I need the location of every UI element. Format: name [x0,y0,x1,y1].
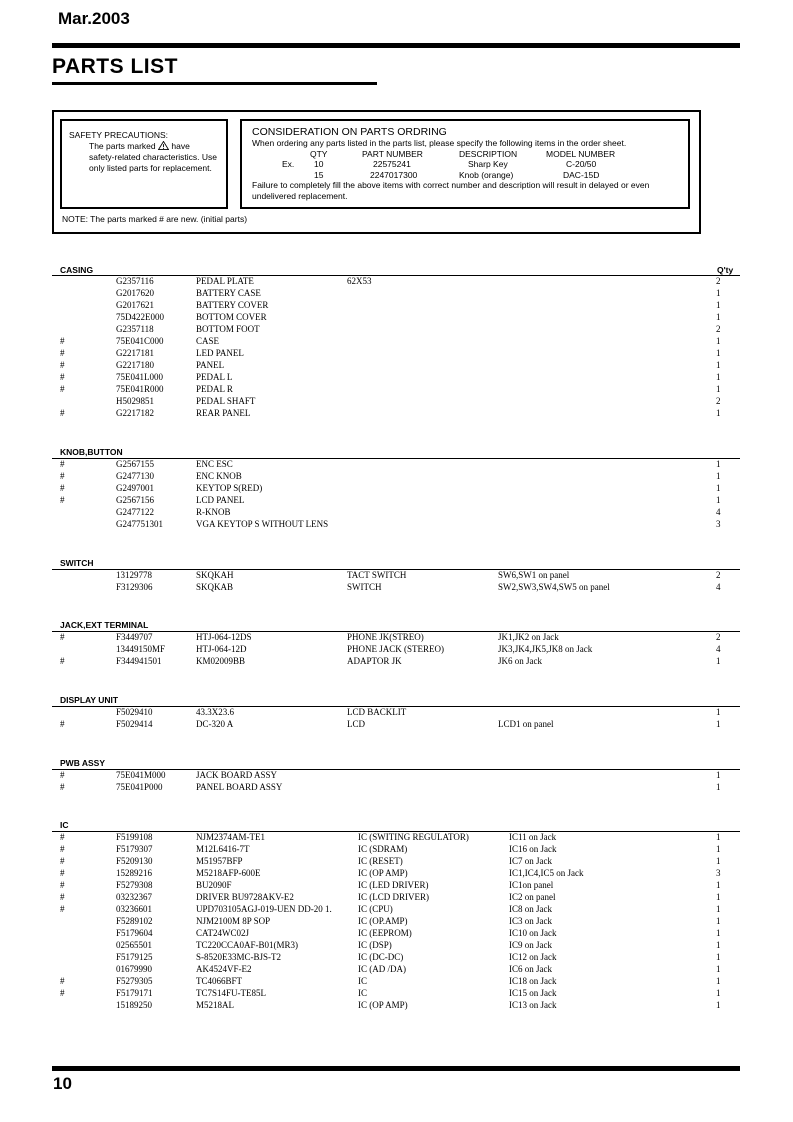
ordering-intro: When ordering any parts listed in the parts list, please specify the following items in the order sheet. [252,138,627,148]
new-part-mark: # [60,384,65,394]
part-quantity: 4 [716,644,721,654]
part-type: IC (AD /DA) [358,964,406,974]
part-type: LCD BACKLIT [347,707,407,717]
part-quantity: 1 [716,348,721,358]
part-quantity: 1 [716,384,721,394]
part-quantity: 1 [716,952,721,962]
part-type: SWITCH [347,582,382,592]
part-type: IC (OP.AMP) [358,916,408,926]
parts-row [0,383,793,395]
ordering-example-qty: 15 [314,169,324,180]
part-reference: IC13 on Jack [509,1000,557,1010]
part-description: PEDAL PLATE [196,276,254,286]
part-description: PANEL BOARD ASSY [196,782,283,792]
part-description: UPD703105AGJ-019-UEN DD-20 1. [196,904,332,914]
part-number: 13129778 [116,570,152,580]
part-reference: SW2,SW3,SW4,SW5 on panel [498,582,610,592]
parts-row [0,518,793,530]
part-reference: IC16 on Jack [509,844,557,854]
part-quantity: 2 [716,276,721,286]
part-reference: LCD1 on panel [498,719,554,729]
ordering-qty-header: QTY [310,148,328,159]
parts-row [0,781,793,793]
part-quantity: 3 [716,519,721,529]
part-number: G2357118 [116,324,154,334]
part-type: IC (DC-DC) [358,952,404,962]
safety-line-1 [89,141,222,152]
parts-row [0,915,793,927]
part-quantity: 2 [716,396,721,406]
parts-row [0,470,793,482]
part-number: G2567156 [116,495,154,505]
part-type: IC (OP AMP) [358,1000,408,1010]
part-type: LCD [347,719,365,729]
part-quantity: 1 [716,904,721,914]
part-description: 43.3X23.6 [196,707,234,717]
part-number: 03232367 [116,892,152,902]
part-number: F5199108 [116,832,153,842]
part-number: F5209130 [116,856,153,866]
part-number: F5289102 [116,916,153,926]
parts-row [0,407,793,419]
safety-body [69,141,226,174]
new-parts-note: NOTE: The parts marked # are new. (initial parts) [62,214,248,224]
part-quantity: 1 [716,1000,721,1010]
part-number: 75E041M000 [116,770,166,780]
ordering-example-desc: Knob (orange) [459,169,514,180]
parts-row [0,718,793,730]
part-number: F5279305 [116,976,153,986]
part-description: PANEL [196,360,225,370]
part-description: LED PANEL [196,348,244,358]
part-reference: JK3,JK4,JK5,JK8 on Jack [498,644,593,654]
parts-row [0,482,793,494]
part-number: G2017621 [116,300,154,310]
part-description: CAT24WC02J [196,928,250,938]
parts-row [0,643,793,655]
part-number: F3129306 [116,582,153,592]
part-number: G2477122 [116,507,154,517]
part-number: F5029410 [116,707,153,717]
part-quantity: 1 [716,719,721,729]
part-quantity: 1 [716,656,721,666]
ordering-title: CONSIDERATION ON PARTS ORDRING [252,126,447,138]
parts-row [0,287,793,299]
parts-row [0,631,793,643]
part-number: 75D422E000 [116,312,164,322]
parts-row [0,347,793,359]
ordering-example-desc: Sharp Key [468,159,508,169]
parts-row [0,569,793,581]
part-quantity: 1 [716,832,721,842]
parts-row [0,458,793,470]
new-part-mark: # [60,868,65,878]
part-number: F344941501 [116,656,162,666]
part-number: G2497001 [116,483,154,493]
part-quantity: 1 [716,880,721,890]
part-description: ENC KNOB [196,471,242,481]
ordering-part-header: PART NUMBER [362,148,423,159]
part-description: AK4524VF-E2 [196,964,252,974]
part-number: 13449150MF [116,644,166,654]
part-type: IC (CPU) [358,904,393,914]
parts-row [0,831,793,843]
part-number: 01679990 [116,964,152,974]
part-reference: IC9 on Jack [509,940,552,950]
part-number: 03236601 [116,904,152,914]
safety-title: SAFETY PRECAUTIONS: [69,130,169,140]
ordering-header-row [252,149,688,160]
part-quantity: 1 [716,707,721,717]
new-part-mark: # [60,483,65,493]
part-description: SKQKAH [196,570,234,580]
parts-row [0,371,793,383]
part-number: F3449707 [116,632,153,642]
part-number: F5179171 [116,988,153,998]
parts-row [0,655,793,667]
parts-row [0,903,793,915]
parts-row [0,855,793,867]
safety-precautions-box [60,119,228,209]
section-title-switch: SWITCH [60,558,94,568]
part-quantity: 1 [716,856,721,866]
part-number: F5279308 [116,880,153,890]
new-part-mark: # [60,844,65,854]
part-reference: IC10 on Jack [509,928,557,938]
parts-row [0,323,793,335]
part-description: PEDAL R [196,384,233,394]
part-quantity: 3 [716,868,721,878]
part-type: ADAPTOR JK [347,656,402,666]
parts-row [0,951,793,963]
part-number: G247751301 [116,519,163,529]
part-number: F5029414 [116,719,153,729]
part-quantity: 1 [716,483,721,493]
ordering-example-part: 2247017300 [370,169,418,180]
parts-row [0,581,793,593]
new-part-mark: # [60,336,65,346]
new-part-mark: # [60,495,65,505]
part-description: BOTTOM COVER [196,312,267,322]
parts-row [0,963,793,975]
safety-line1-b: have [171,141,190,151]
ordering-example-model: C-20/50 [566,159,597,169]
part-number: G2217180 [116,360,154,370]
part-quantity: 4 [716,507,721,517]
part-reference: IC1on panel [509,880,554,890]
part-reference: IC7 on Jack [509,856,552,866]
parts-row [0,706,793,718]
new-part-mark: # [60,656,65,666]
parts-row [0,975,793,987]
part-quantity: 1 [716,336,721,346]
part-description: PEDAL SHAFT [196,396,256,406]
section-title-knob-button: KNOB,BUTTON [60,447,123,457]
part-number: F5179307 [116,844,153,854]
part-number: F5179604 [116,928,153,938]
warning-triangle-icon [158,141,169,150]
part-description: CASE [196,336,220,346]
part-description: HTJ-064-12DS [196,632,252,642]
part-quantity: 1 [716,892,721,902]
qty-column-header: Q'ty [717,265,734,275]
new-part-mark: # [60,904,65,914]
part-type: IC (SWITING REGULATOR) [358,832,469,842]
part-type: TACT SWITCH [347,570,407,580]
parts-row [0,769,793,781]
part-number: 15289216 [116,868,152,878]
part-description: SKQKAB [196,582,234,592]
new-part-mark: # [60,719,65,729]
part-quantity: 1 [716,408,721,418]
new-part-mark: # [60,892,65,902]
parts-row [0,506,793,518]
section-title-jack: JACK,EXT TERMINAL [60,620,149,630]
part-number: G2357116 [116,276,154,286]
part-quantity: 2 [716,632,721,642]
part-type: PHONE JK(STREO) [347,632,424,642]
part-reference: IC2 on panel [509,892,556,902]
part-reference: SW6,SW1 on panel [498,570,570,580]
part-description: VGA KEYTOP S WITHOUT LENS [196,519,329,529]
part-quantity: 1 [716,300,721,310]
part-reference: IC3 on Jack [509,916,552,926]
ordering-footer-line-2: undelivered replacement. [252,190,348,201]
part-description: ENC ESC [196,459,233,469]
part-number: G2217181 [116,348,154,358]
part-quantity: 1 [716,916,721,926]
new-part-mark: # [60,459,65,469]
part-quantity: 1 [716,844,721,854]
parts-row [0,939,793,951]
part-number: 02565501 [116,940,152,950]
part-description: BOTTOM FOOT [196,324,260,334]
section-title-pwb-assy: PWB ASSY [60,758,106,768]
part-type: IC (OP AMP) [358,868,408,878]
new-part-mark: # [60,832,65,842]
part-description: S-8520E33MC-BJS-T2 [196,952,282,962]
part-description: BATTERY COVER [196,300,269,310]
part-number: 75E041R000 [116,384,164,394]
ordering-example-model: DAC-15D [563,169,600,180]
page-number: 10 [53,1074,72,1093]
section-title-casing: CASING [60,265,94,275]
ordering-example-part: 22575241 [373,159,411,169]
parts-row [0,867,793,879]
part-number: G2477130 [116,471,154,481]
part-quantity: 1 [716,312,721,322]
part-reference: JK6 on Jack [498,656,542,666]
new-part-mark: # [60,856,65,866]
part-quantity: 1 [716,495,721,505]
part-type: IC (LCD DRIVER) [358,892,429,902]
parts-row [0,311,793,323]
part-description: JACK BOARD ASSY [196,770,278,780]
new-part-mark: # [60,770,65,780]
part-description: DC-320 A [196,719,234,729]
part-number: 15189250 [116,1000,152,1010]
part-type: IC [358,976,367,986]
part-quantity: 1 [716,928,721,938]
part-quantity: 1 [716,770,721,780]
part-description: DRIVER BU9728AKV-E2 [196,892,294,902]
part-description: PEDAL L [196,372,233,382]
part-reference: IC11 on Jack [509,832,557,842]
part-quantity: 4 [716,582,721,592]
ordering-footer-line-1: Failure to completely fill the above items with correct number and description will result in delayed or even [252,180,650,190]
parts-row [0,891,793,903]
ordering-example-row [252,170,688,181]
part-description: M51957BFP [196,856,243,866]
new-part-mark: # [60,632,65,642]
part-description: M5218AL [196,1000,234,1010]
parts-row [0,843,793,855]
part-description: NJM2100M 8P SOP [196,916,271,926]
part-type: IC (RESET) [358,856,403,866]
part-description: M12L6416-7T [196,844,250,854]
bottom-rule [52,1066,740,1071]
new-part-mark: # [60,408,65,418]
part-quantity: 2 [716,570,721,580]
part-type: IC (LED DRIVER) [358,880,429,890]
part-quantity: 1 [716,782,721,792]
parts-row [0,999,793,1011]
parts-row [0,927,793,939]
part-number: 75E041C000 [116,336,164,346]
part-description: LCD PANEL [196,495,245,505]
part-reference: IC8 on Jack [509,904,552,914]
part-reference: IC18 on Jack [509,976,557,986]
parts-row [0,494,793,506]
part-number: 75E041L000 [116,372,163,382]
part-type: 62X53 [347,276,372,286]
part-number: G2217182 [116,408,154,418]
part-type: IC (SDRAM) [358,844,408,854]
page-title: PARTS LIST [52,55,178,78]
new-part-mark: # [60,348,65,358]
part-number: G2567155 [116,459,154,469]
ordering-desc-header: DESCRIPTION [459,148,518,159]
part-type: IC [358,988,367,998]
part-description: TC220CCA0AF-B01(MR3) [196,940,299,950]
top-rule [52,43,740,48]
part-quantity: 1 [716,964,721,974]
part-reference: IC12 on Jack [509,952,557,962]
parts-row [0,275,793,287]
part-quantity: 1 [716,288,721,298]
parts-row [0,299,793,311]
part-description: TC7S14FU-TE85L [196,988,267,998]
parts-row [0,879,793,891]
part-reference: JK1,JK2 on Jack [498,632,559,642]
parts-row [0,987,793,999]
part-description: BU2090F [196,880,232,890]
ordering-example-row [252,159,688,170]
parts-row [0,359,793,371]
part-quantity: 2 [716,324,721,334]
part-description: REAR PANEL [196,408,251,418]
part-description: TC4066BFT [196,976,243,986]
part-description: KM02009BB [196,656,246,666]
safety-line-3: only listed parts for replacement. [89,163,212,173]
parts-row [0,335,793,347]
part-number: F5179125 [116,952,153,962]
part-number: 75E041P000 [116,782,163,792]
part-type: IC (EEPROM) [358,928,412,938]
part-description: NJM2374AM-TE1 [196,832,265,842]
part-reference: IC1,IC4,IC5 on Jack [509,868,584,878]
part-reference: IC15 on Jack [509,988,557,998]
new-part-mark: # [60,976,65,986]
part-number: H5029851 [116,396,154,406]
ordering-ex-label: Ex. [282,159,295,169]
ordering-model-header: MODEL NUMBER [546,148,616,159]
new-part-mark: # [60,372,65,382]
ordering-box [240,119,690,209]
new-part-mark: # [60,782,65,792]
section-title-display-unit: DISPLAY UNIT [60,695,119,705]
document-date: Mar.2003 [58,9,130,28]
part-description: M5218AFP-600E [196,868,261,878]
new-part-mark: # [60,880,65,890]
part-description: HTJ-064-12D [196,644,247,654]
part-type: PHONE JACK (STEREO) [347,644,445,654]
part-description: BATTERY CASE [196,288,261,298]
safety-line1-a: The parts marked [89,141,156,151]
new-part-mark: # [60,988,65,998]
new-part-mark: # [60,471,65,481]
safety-line-2: safety-related characteristics. Use [89,152,218,162]
part-quantity: 1 [716,360,721,370]
part-quantity: 1 [716,459,721,469]
ordering-example-qty: 10 [314,159,324,169]
part-quantity: 1 [716,940,721,950]
part-quantity: 1 [716,471,721,481]
part-number: G2017620 [116,288,154,298]
part-description: R-KNOB [196,507,231,517]
part-reference: IC6 on Jack [509,964,552,974]
parts-row [0,395,793,407]
section-title-ic: IC [60,820,69,830]
title-underline [52,82,377,85]
part-type: IC (DSP) [358,940,392,950]
part-quantity: 1 [716,372,721,382]
part-quantity: 1 [716,988,721,998]
part-quantity: 1 [716,976,721,986]
new-part-mark: # [60,360,65,370]
part-description: KEYTOP S(RED) [196,483,263,493]
